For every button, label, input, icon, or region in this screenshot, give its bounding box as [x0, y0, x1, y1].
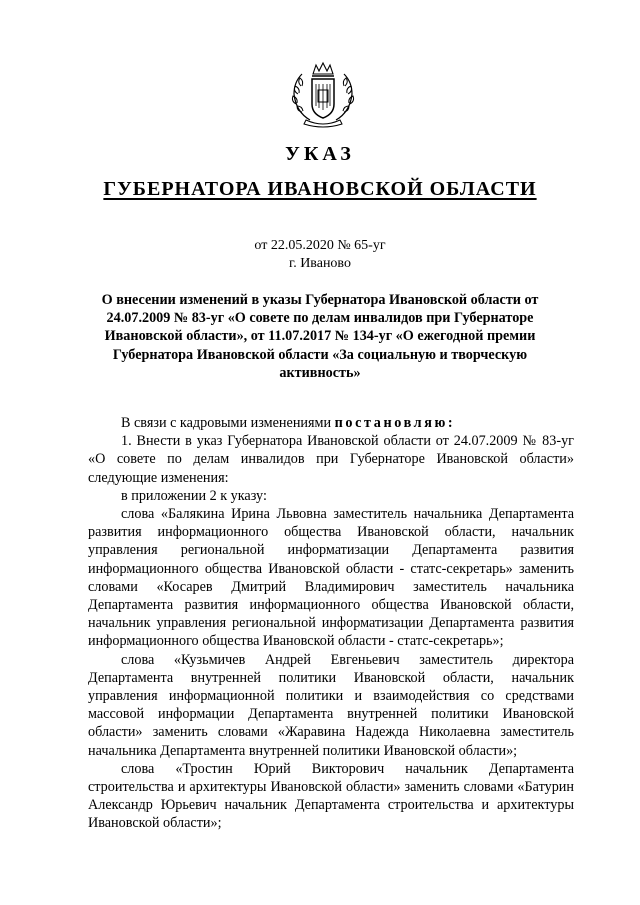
issuer-title: ГУБЕРНАТОРА ИВАНОВСКОЙ ОБЛАСТИ [103, 178, 537, 200]
body-paragraph: слова «Тростин Юрий Викторович начальник Департамента строительства и архитектуры Ивановской области» заменить словами «Батурин Александр Юрьевич начальник Департамента строительства и архитектуры Ивановской области»; [88, 760, 574, 832]
date-number: от 22.05.2020 № 65-уг [254, 238, 386, 253]
intro-paragraph [88, 414, 574, 432]
body-paragraph: слова «Балякина Ирина Львовна заместитель начальника Департамента развития информационного общества Ивановской области, начальник управления региональной информатизации Департамента развития информационного общества Ивановской области - статс-секретарь» заменить словами «Косарев Дмитрий Владимирович заместитель начальника Департамента развития информационного общества Ивановской области, начальник управления региональной информатизации Департамента развития информационного общества Ивановской области - статс-секретарь»; [88, 506, 574, 650]
decree-body [88, 414, 574, 833]
intro-text: В связи с кадровыми изменениями [121, 415, 335, 431]
city: г. Иваново [289, 256, 351, 271]
decree-subject: О внесении изменений в указы Губернатора Ивановской области от 24.07.2009 № 83-уг «О совете по делам инвалидов при Губернаторе Ивановской области», от 11.07.2017 № 134-уг «О ежегодной премии Губернатора Ивановской области «За социальную и творческую активность» [101, 292, 539, 381]
resolve-word: постановляю: [334, 415, 456, 431]
body-paragraph: в приложении 2 к указу: [121, 487, 267, 504]
coat-of-arms-icon [288, 60, 358, 128]
body-paragraph: слова «Кузьмичев Андрей Евгеньевич заместитель директора Департамента внутренней политики Ивановской области, начальник управления информационной политики и взаимодействия со средствами массовой информации Департамента внутренней политики Ивановской области» заменить словами «Жаравина Надежда Николаевна заместитель начальника Департамента внутренней политики Ивановской области»; [88, 651, 574, 759]
body-paragraph: 1. Внести в указ Губернатора Ивановской области от 24.07.2009 № 83-уг «О совете по делам инвалидов при Губернаторе Ивановской области» следующие изменения: [88, 433, 574, 486]
decree-title: УКАЗ [285, 143, 355, 165]
